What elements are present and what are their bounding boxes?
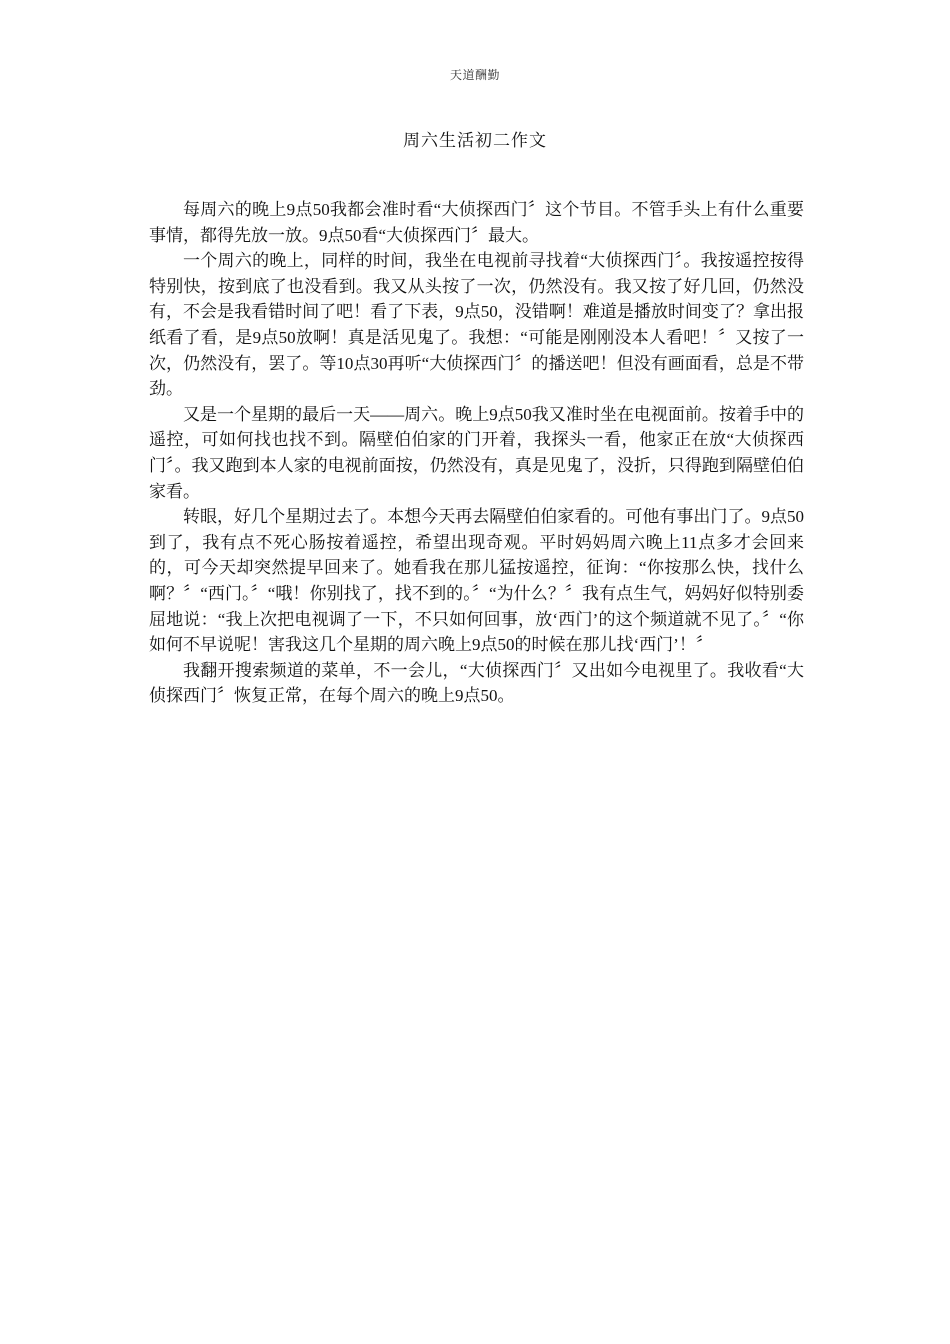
paragraph-5: 我翻开搜索频道的菜单，不一会儿，“大侦探西门〞又出如今电视里了。我收看“大侦探西门〞恢复正常，在每个周六的晚上9点50。 (149, 660, 804, 706)
paragraph-2: 一个周六的晚上，同样的时间，我坐在电视前寻找着“大侦探西门〞。我按遥控按得特别快，按到底了也没看到。我又从头按了一次，仍然没有。我又按了好几回，仍然没有，不会是我看错时间了吧！看了下表，9点50，没错啊！难道是播放时间变了？拿出报纸看了看，是9点50放啊！真是活见鬼了。我想：“可能是刚刚没本人看吧！〞又按了一次，仍然没有，罢了。等10点30再听“大侦探西门〞的播送吧！但没有画面看，总是不带劲。 (149, 251, 804, 399)
paragraph-4: 转眼，好几个星期过去了。本想今天再去隔壁伯伯家看的。可他有事出门了。9点50到了，我有点不死心肠按着遥控，希望出现奇观。平时妈妈周六晚上11点多才会回来的，可今天却突然提早回来了。她看我在那儿猛按遥控，征询：“你按那么快，找什么啊？〞“西门。〞“哦！你别找了，找不到的。〞“为什么？〞我有点生气，妈妈好似特别委屈地说：“我上次把电视调了一下，不只如何回事，放‘西门’的这个频道就不见了。〞“你如何不早说呢！害我这几个星期的周六晚上9点50的时候在那儿找‘西门’！〞 (149, 507, 804, 655)
essay-title: 周六生活初二作文 (403, 131, 547, 150)
paragraph-3: 又是一个星期的最后一天——周六。晚上9点50我又准时坐在电视面前。按着手中的遥控，可如何找也找不到。隔壁伯伯家的门开着，我探头一看，他家正在放“大侦探西门〞。我又跑到本人家的电视前面按，仍然没有，真是见鬼了，没折，只得跑到隔壁伯伯家看。 (149, 404, 804, 501)
paragraph-1: 每周六的晚上9点50我都会准时看“大侦探西门〞这个节目。不管手头上有什么重要事情，都得先放一放。9点50看“大侦探西门〞最大。 (149, 200, 804, 245)
essay-body (149, 197, 804, 709)
page-header: 天道酬勤 (449, 68, 500, 82)
